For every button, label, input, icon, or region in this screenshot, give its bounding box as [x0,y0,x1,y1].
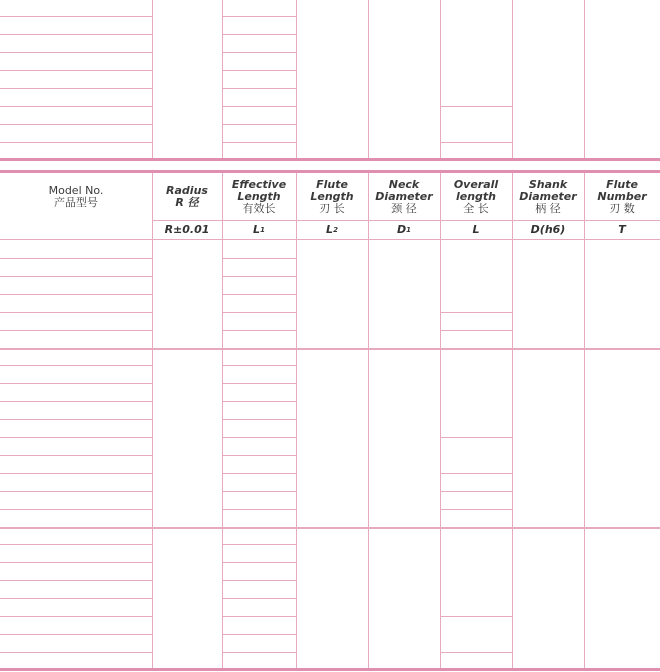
row-line [222,562,296,563]
row-line [0,509,152,510]
flute-number-value [584,526,660,670]
effective-length [222,562,296,580]
row-line [0,330,152,331]
model-number [0,401,152,419]
model-number [0,437,152,455]
effective-length [222,455,296,473]
flute-length-value [296,240,368,348]
shank-diameter-value [512,347,584,527]
row-line [222,106,296,107]
header-shank-en2: Diameter [519,190,577,203]
effective-length [222,634,296,652]
header-neck-zh: 颈 径 [391,202,417,215]
overall-length-value [440,491,512,509]
row-line [222,401,296,402]
header-model [0,173,152,221]
row-line [222,652,296,653]
header-bottom-line [0,239,660,240]
model-number [0,0,152,16]
model-number [0,124,152,142]
header-flute-length-en2: Length [310,190,354,203]
model-number [0,616,152,634]
row-line [0,365,152,366]
row-line [0,34,152,35]
symbol-shank-diameter: D(h6) [530,223,566,236]
row-line [440,491,512,492]
column-line [512,0,513,160]
column-line [440,240,441,348]
header-neck-en1: Neck [388,178,420,191]
row-line [222,294,296,295]
column-line [222,347,223,527]
column-line [584,240,585,348]
row-line [222,70,296,71]
column-line [368,240,369,348]
symbol-flute-length: L 2 [326,223,338,236]
row-line [0,88,152,89]
row-line [222,509,296,510]
header-effective-length [222,173,296,221]
row-line [440,330,512,331]
row-line [0,294,152,295]
model-number [0,473,152,491]
effective-length [222,437,296,455]
model-number [0,526,152,544]
model-number [0,598,152,616]
model-number [0,383,152,401]
effective-length [222,70,296,88]
header-column-line [368,173,369,239]
shank-diameter-value [512,526,584,670]
column-line [152,526,153,670]
overall-length-value [440,437,512,473]
row-line [0,455,152,456]
effective-length [222,347,296,365]
column-line [222,240,223,348]
flute-length-value [296,347,368,527]
model-number [0,52,152,70]
effective-length [222,294,296,312]
radius-value [152,526,222,670]
effective-length [222,34,296,52]
row-line [222,365,296,366]
header-column-line [296,173,297,239]
row-line [222,580,296,581]
column-line [584,347,585,527]
flute-number-value [584,240,660,348]
neck-diameter-value [368,240,440,348]
row-line [0,562,152,563]
shank-diameter-value [512,0,584,160]
header-flute-length [296,173,368,221]
overall-length-value [440,347,512,437]
model-number [0,312,152,330]
column-line [296,0,297,160]
row-line [222,52,296,53]
flute-number-value [584,347,660,527]
neck-diameter-value [368,526,440,670]
row-line [440,312,512,313]
row-line [0,580,152,581]
overall-length-value [440,616,512,652]
column-line [368,347,369,527]
symbol-overall-length: L [472,223,480,236]
row-line [222,312,296,313]
model-number [0,240,152,258]
overall-length-value [440,473,512,491]
row-line [222,491,296,492]
column-line [584,0,585,160]
effective-length [222,240,296,258]
row-line [222,473,296,474]
model-number [0,16,152,34]
header-flute-length-en1: Flute [316,178,348,191]
model-number [0,562,152,580]
column-line [296,240,297,348]
row-line [0,419,152,420]
row-line [222,34,296,35]
effective-length [222,258,296,276]
header-effective-en1: Effective [231,178,287,191]
effective-length [222,330,296,348]
overall-length-value [440,509,512,527]
effective-length [222,365,296,383]
column-line [512,240,513,348]
row-line [0,598,152,599]
symbol-flute-number: T [618,223,626,236]
row-line [0,16,152,17]
header-row-line [152,220,660,221]
header-flute-number-en2: Number [597,190,647,203]
model-number [0,276,152,294]
column-line [368,0,369,160]
row-line [222,598,296,599]
row-line [440,142,512,143]
row-line [440,652,512,653]
symbol-neck-diameter: D 1 [396,223,411,236]
row-line [0,276,152,277]
model-number [0,106,152,124]
header-effective-zh: 有效长 [242,202,276,215]
header-radius [152,173,222,221]
model-number [0,70,152,88]
section-band-bottom [0,170,660,173]
header-shank-en1: Shank [528,178,568,191]
effective-length [222,509,296,527]
column-line [152,0,153,160]
overall-length-value [440,312,512,330]
row-line [0,437,152,438]
header-overall-en2: length [455,190,497,203]
effective-length [222,0,296,16]
shank-diameter-value [512,240,584,348]
symbol-radius: R±0.01 [164,223,210,236]
effective-length [222,276,296,294]
header-neck-diameter [368,173,440,221]
overall-length-value [440,106,512,142]
row-line [222,124,296,125]
neck-diameter-value [368,347,440,527]
row-line [440,437,512,438]
effective-length [222,491,296,509]
row-line [222,419,296,420]
column-line [296,347,297,527]
header-flute-number [584,173,660,221]
model-number [0,258,152,276]
radius-value [152,0,222,160]
header-flute-length-zh: 刃 长 [319,202,345,215]
overall-length-value [440,240,512,312]
flute-number-value [584,0,660,160]
column-line [440,0,441,160]
header-flute-number-en1: Flute [606,178,638,191]
table-bottom-band [0,668,660,671]
row-line [0,312,152,313]
effective-length [222,544,296,562]
effective-length [222,580,296,598]
effective-length [222,473,296,491]
model-number [0,580,152,598]
column-line [222,0,223,160]
header-column-line [584,173,585,239]
row-line [222,455,296,456]
header-neck-en2: Diameter [375,190,433,203]
effective-length [222,88,296,106]
neck-diameter-value [368,0,440,160]
header-column-line [152,173,153,239]
row-line [0,616,152,617]
row-line [0,106,152,107]
model-number [0,365,152,383]
row-line [222,544,296,545]
row-line [0,544,152,545]
model-number [0,294,152,312]
row-line [0,401,152,402]
model-number [0,491,152,509]
header-model-en: Model No. [48,184,104,197]
row-line [0,70,152,71]
model-number [0,34,152,52]
row-line [222,258,296,259]
effective-length [222,598,296,616]
row-line [222,16,296,17]
flute-length-value [296,0,368,160]
row-line [0,258,152,259]
flute-length-value [296,526,368,670]
header-shank-zh: 柄 径 [535,202,561,215]
row-line [0,124,152,125]
column-line [222,526,223,670]
model-number [0,347,152,365]
effective-length [222,401,296,419]
column-line [152,240,153,348]
row-line [440,106,512,107]
model-number [0,634,152,652]
header-overall-zh: 全 长 [463,202,489,215]
row-line [0,383,152,384]
row-line [0,491,152,492]
header-model-zh: 产品型号 [54,196,98,209]
model-number [0,455,152,473]
header-column-line [222,173,223,239]
section-band-top [0,158,660,161]
radius-value [152,240,222,348]
column-line [584,526,585,670]
column-line [512,526,513,670]
column-line [368,526,369,670]
header-flute-number-zh: 刃 数 [609,202,635,215]
model-number [0,330,152,348]
row-line [222,330,296,331]
column-line [512,347,513,527]
effective-length [222,526,296,544]
model-number [0,419,152,437]
header-overall-length [440,173,512,221]
model-number [0,88,152,106]
effective-length [222,52,296,70]
row-line [222,634,296,635]
row-line [0,634,152,635]
column-line [296,526,297,670]
overall-length-value [440,0,512,106]
header-overall-en1: Overall [453,178,499,191]
effective-length [222,312,296,330]
row-line [222,383,296,384]
header-column-line [440,173,441,239]
row-line [222,437,296,438]
row-line [222,276,296,277]
radius-value [152,347,222,527]
header-column-line [512,173,513,239]
symbol-effective-length: L 1 [253,223,265,236]
row-line [440,473,512,474]
row-line [0,142,152,143]
effective-length [222,16,296,34]
column-line [152,347,153,527]
row-line [222,142,296,143]
overall-length-value [440,330,512,348]
overall-length-value [440,526,512,616]
row-line [0,473,152,474]
row-line [0,652,152,653]
column-line [440,347,441,527]
row-line [222,88,296,89]
model-number [0,509,152,527]
header-effective-en2: Length [237,190,281,203]
header-shank-diameter [512,173,584,221]
row-line [440,509,512,510]
effective-length [222,124,296,142]
header-radius-en: Radius [166,184,208,197]
model-number [0,544,152,562]
row-line [0,52,152,53]
header-radius-zh: R 径 [175,196,199,209]
row-line [440,616,512,617]
row-line [222,616,296,617]
column-line [440,526,441,670]
effective-length [222,419,296,437]
effective-length [222,383,296,401]
effective-length [222,106,296,124]
effective-length [222,616,296,634]
